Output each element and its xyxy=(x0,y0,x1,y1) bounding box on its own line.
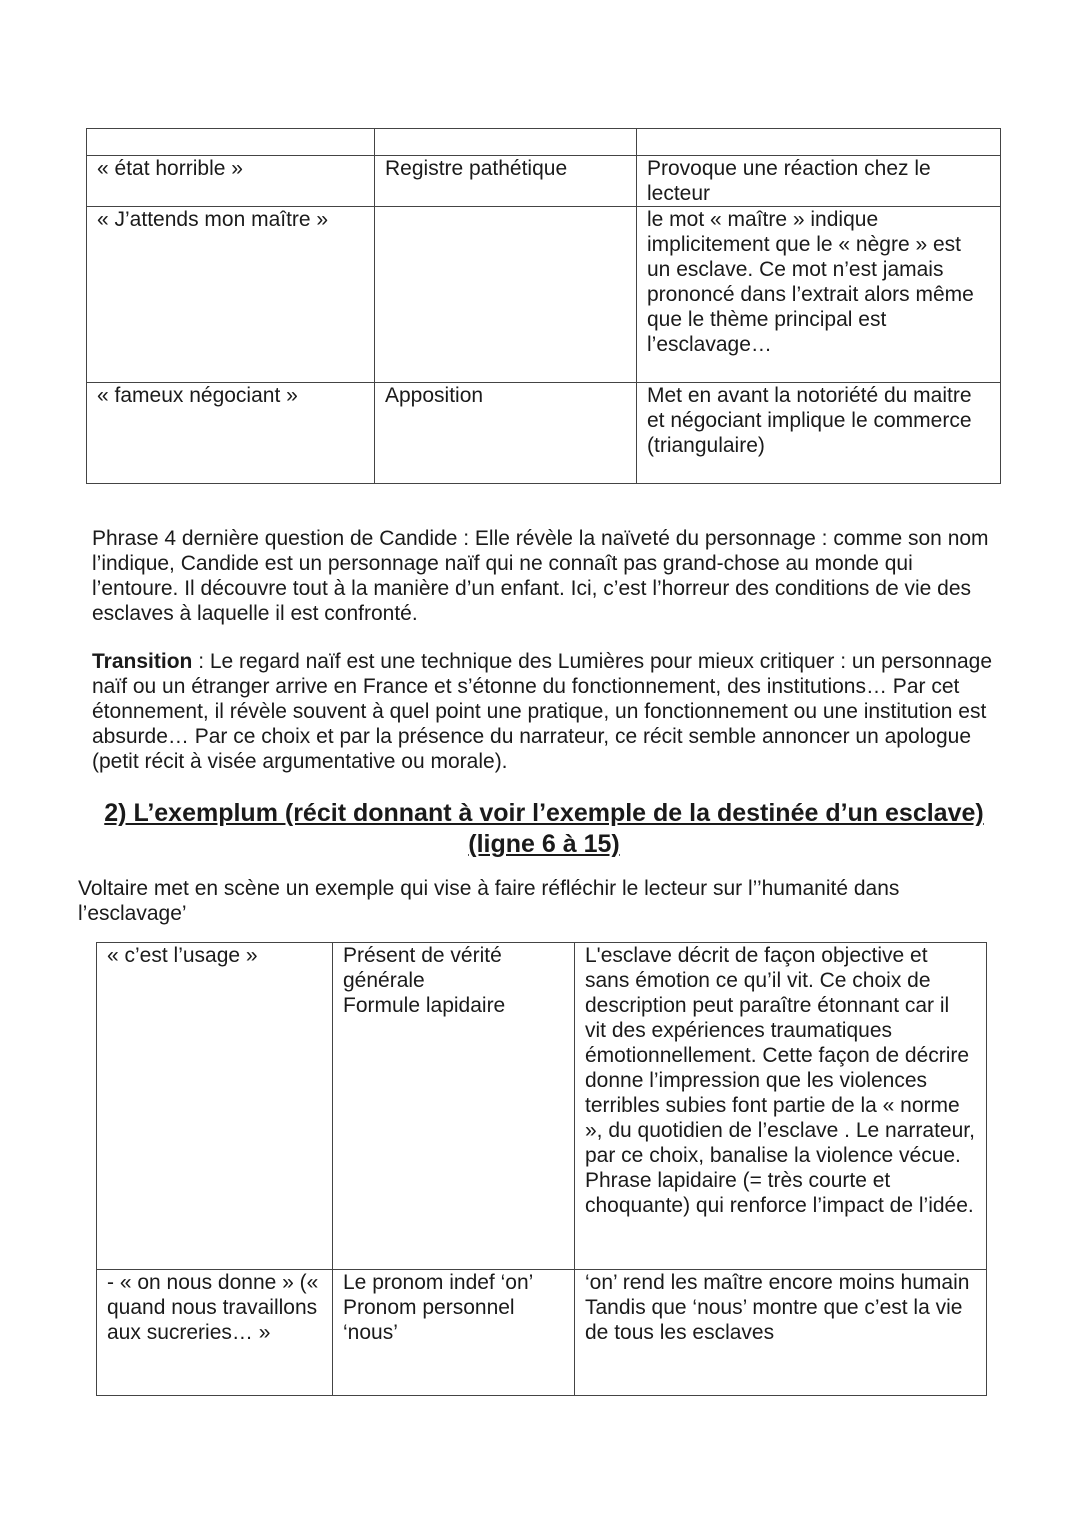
table-row xyxy=(87,383,1001,484)
transition-label: Transition xyxy=(92,650,193,673)
table-cell: Registre pathétique xyxy=(375,156,637,207)
section-heading-line2: (ligne 6 à 15) xyxy=(468,830,620,858)
paragraph-candide-question: Phrase 4 dernière question de Candide : Elle révèle la naïveté du personnage : comme son nom l’indique, Candide est un personnage naïf qui ne connaît pas grand-chose au monde qui l’entoure. Il découvre tout à la manière d’un enfant. Ici, c’est l’horreur des conditions de vie des esclaves à laquelle il est confronté. xyxy=(92,527,989,625)
section-heading xyxy=(60,798,1028,860)
table-row xyxy=(87,156,1001,207)
cell-line: ‘nous’ xyxy=(343,1321,398,1344)
transition-text: : Le regard naïf est une technique des Lumières pour mieux critiquer : un personnage naïf ou un étranger arrive en France et s’étonne du fonctionnement, des institutions… Par cet étonnement, il révèle souvent à quel point une pratique, un fonctionnement ou une institution est absurde… Par ce choix et par la présence du narrateur, ce récit semble annoncer un apologue (petit récit à visée argumentative ou morale). xyxy=(92,650,993,773)
section-heading-line1: 2) L’exemplum (récit donnant à voir l’exemple de la destinée d’un esclave) xyxy=(104,799,984,827)
cell-line: Formule lapidaire xyxy=(343,994,506,1017)
table-cell xyxy=(637,129,1001,156)
table-cell: - « on nous donne » (« quand nous travaillons aux sucreries… » xyxy=(97,1270,333,1396)
cell-line: Pronom personnel xyxy=(343,1296,515,1319)
cell-line: générale xyxy=(343,969,425,992)
table-row xyxy=(97,943,987,1270)
cell-line: Le pronom indef ‘on’ xyxy=(343,1271,534,1294)
table-cell: L'esclave décrit de façon objective et sans émotion ce qu’il vit. Ce choix de description peut paraître étonnant car il vit des expériences traumatiques émotionnellement. Cette façon de décrire donne l’impression que les violences terribles subies font partie de la « norme », du quotidien de l’esclave . Le narrateur, par ce choix, banalise la violence vécue. Phrase lapidaire (= très courte et choquante) qui renforce l’impact de l’idée. xyxy=(575,943,987,1270)
table-cell xyxy=(375,129,637,156)
table-cell: Apposition xyxy=(375,383,637,484)
table-cell: Provoque une réaction chez le lecteur xyxy=(637,156,1001,207)
table-cell: « J’attends mon maître » xyxy=(87,207,375,383)
analysis-table-1 xyxy=(86,128,1001,484)
table-cell: ‘on’ rend les maître encore moins humain Tandis que ‘nous’ montre que c’est la vie de tous les esclaves xyxy=(575,1270,987,1396)
table-cell: « c’est l’usage » xyxy=(97,943,333,1270)
table-cell: « fameux négociant » xyxy=(87,383,375,484)
paragraph-intro-exemplum: Voltaire met en scène un exemple qui vise à faire réfléchir le lecteur sur l’’humanité dans l’esclavage’ xyxy=(78,877,900,925)
table-cell xyxy=(333,943,575,1270)
table-cell: « état horrible » xyxy=(87,156,375,207)
table-cell xyxy=(87,129,375,156)
table-row xyxy=(87,207,1001,383)
table-row xyxy=(97,1270,987,1396)
table-row xyxy=(87,129,1001,156)
cell-line: Présent de vérité xyxy=(343,944,502,967)
analysis-table-2 xyxy=(96,942,987,1396)
table-cell xyxy=(333,1270,575,1396)
paragraph-transition xyxy=(92,649,1002,774)
table-cell xyxy=(375,207,637,383)
table-cell: le mot « maître » indique implicitement que le « nègre » est un esclave. Ce mot n’est jamais prononcé dans l’extrait alors même que le thème principal est l’esclavage… xyxy=(637,207,1001,383)
table-cell: Met en avant la notoriété du maitre et négociant implique le commerce (triangulaire) xyxy=(637,383,1001,484)
